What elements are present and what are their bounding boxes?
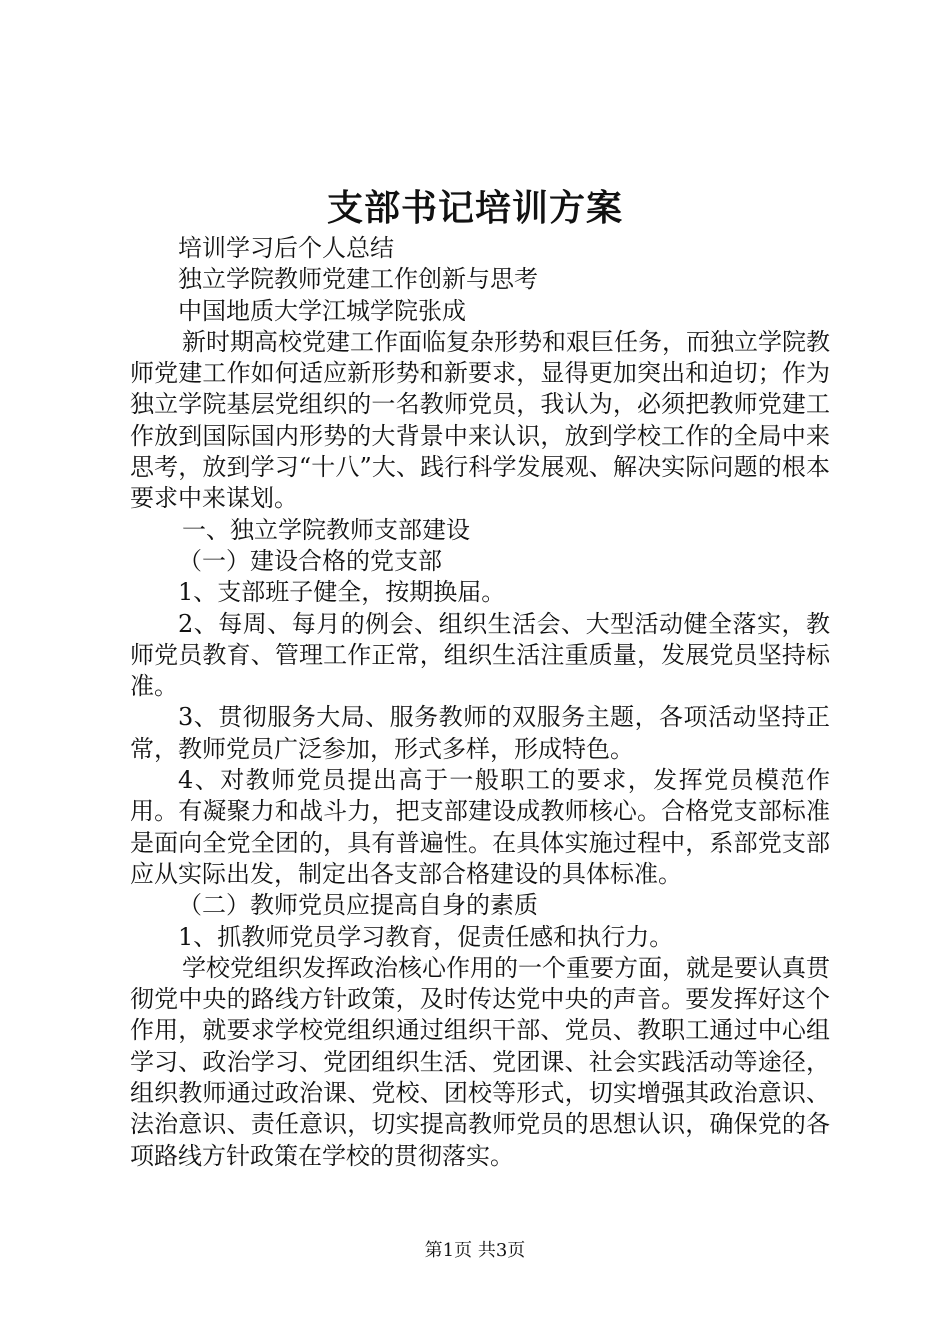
paragraph-author: 中国地质大学江城学院张成	[178, 296, 466, 325]
paragraph-intro: 新时期高校党建工作面临复杂形势和艰巨任务，而独立学院教师党建工作如何适应新形势和新要求，显得更加突出和迫切；作为独立学院基层党组织的一名教师党员，我认为，必须把教师党建工作放到国际国内形势的大背景中来认识，放到学校工作的全局中来思考，放到学习“十八”大、践行科学发展观、解决实际问题的根本要求中来谋划。	[130, 327, 830, 513]
list-item-3: 3、贯彻服务大局、服务教师的双服务主题，各项活动坚持正常，教师党员广泛参加，形式多样，形成特色。	[130, 703, 830, 763]
section-heading-1: 一、独立学院教师支部建设	[182, 515, 470, 544]
paragraph-subtitle-summary: 培训学习后个人总结	[178, 234, 394, 262]
page-footer: 第1页 共3页	[424, 1240, 526, 1261]
subsection-heading-1: （一）建设合格的党支部	[178, 546, 442, 575]
list-item-4: 4、对教师党员提出高于一般职工的要求，发挥党员模范作用。有凝聚力和战斗力，把支部建设成教师核心。合格党支部标准是面向全党全团的，具有普遍性。在具体实施过程中，系部党支部应从实际出发，制定出各支部合格建设的具体标准。	[130, 766, 830, 888]
document-body	[130, 233, 830, 1172]
paragraph-article-title: 独立学院教师党建工作创新与思考	[178, 265, 538, 294]
list-item-education: 1、抓教师党员学习教育，促责任感和执行力。	[178, 922, 674, 951]
document-title: 支部书记培训方案	[326, 187, 623, 229]
list-item-1: 1、支部班子健全，按期换届。	[178, 578, 506, 607]
paragraph-body-final: 学校党组织发挥政治核心作用的一个重要方面，就是要认真贯彻党中央的路线方针政策，及时传达党中央的声音。要发挥好这个作用，就要求学校党组织通过组织干部、党员、教职工通过中心组学习、政治学习、党团组织生活、党团课、社会实践活动等途径，组织教师通过政治课、党校、团校等形式，切实增强其政治意识、法治意识、责任意识，切实提高教师党员的思想认识，确保党的各项路线方针政策在学校的贯彻落实。	[130, 953, 830, 1170]
list-item-2: 2、每周、每月的例会、组织生活会、大型活动健全落实，教师党员教育、管理工作正常，组织生活注重质量，发展党员坚持标准。	[130, 609, 830, 701]
subsection-heading-2: （二）教师党员应提高自身的素质	[178, 891, 538, 920]
